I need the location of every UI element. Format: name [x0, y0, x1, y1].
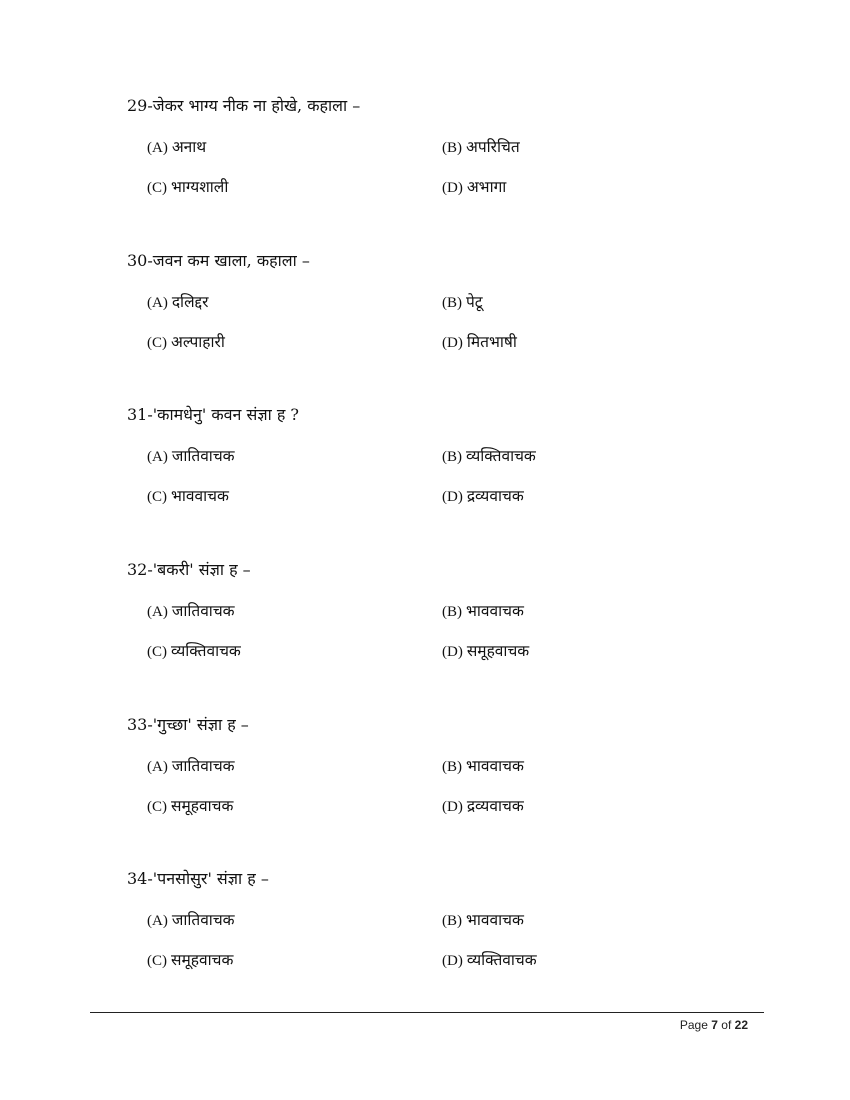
question-text: 30-जवन कम खाला, कहाला – [127, 251, 310, 270]
option-b: (B) व्यक्तिवाचक [442, 447, 536, 465]
option-c: (C) समूहवाचक [147, 797, 234, 815]
option-b: (B) अपरिचित [442, 138, 520, 156]
option-b: (B) पेटू [442, 293, 483, 311]
option-c: (C) समूहवाचक [147, 951, 234, 969]
option-d: (D) समूहवाचक [442, 642, 530, 660]
question-text: 29-जेकर भाग्य नीक ना होखे, कहाला – [127, 96, 361, 115]
option-d: (D) द्रव्यवाचक [442, 487, 524, 505]
option-a: (A) जातिवाचक [147, 447, 235, 465]
option-b: (B) भाववाचक [442, 602, 524, 620]
option-b: (B) भाववाचक [442, 911, 524, 929]
total-pages: 22 [734, 1018, 748, 1032]
option-c: (C) भाग्यशाली [147, 178, 229, 196]
page-number [680, 1018, 748, 1032]
option-b: (B) भाववाचक [442, 757, 524, 775]
option-d: (D) व्यक्तिवाचक [442, 951, 537, 969]
option-a: (A) अनाथ [147, 138, 207, 156]
option-a: (A) जातिवाचक [147, 911, 235, 929]
option-d: (D) अभागा [442, 178, 507, 196]
option-a: (A) दलिद्दर [147, 293, 209, 311]
question-text: 33-'गुच्छा' संज्ञा ह – [127, 715, 249, 734]
option-a: (A) जातिवाचक [147, 602, 235, 620]
question-text: 31-'कामधेनु' कवन संज्ञा ह ? [127, 405, 299, 424]
page-word: Page [679, 1018, 708, 1032]
question-text: 34-'पनसोसुर' संज्ञा ह – [127, 869, 269, 888]
of-word: of [721, 1018, 732, 1032]
option-d: (D) द्रव्यवाचक [442, 797, 524, 815]
current-page: 7 [711, 1018, 718, 1032]
question-text: 32-'बकरी' संज्ञा ह – [127, 560, 251, 579]
option-c: (C) अल्पाहारी [147, 333, 225, 351]
option-c: (C) भाववाचक [147, 487, 229, 505]
option-c: (C) व्यक्तिवाचक [147, 642, 241, 660]
footer-divider [90, 1012, 764, 1013]
option-d: (D) मितभाषी [442, 333, 517, 351]
option-a: (A) जातिवाचक [147, 757, 235, 775]
